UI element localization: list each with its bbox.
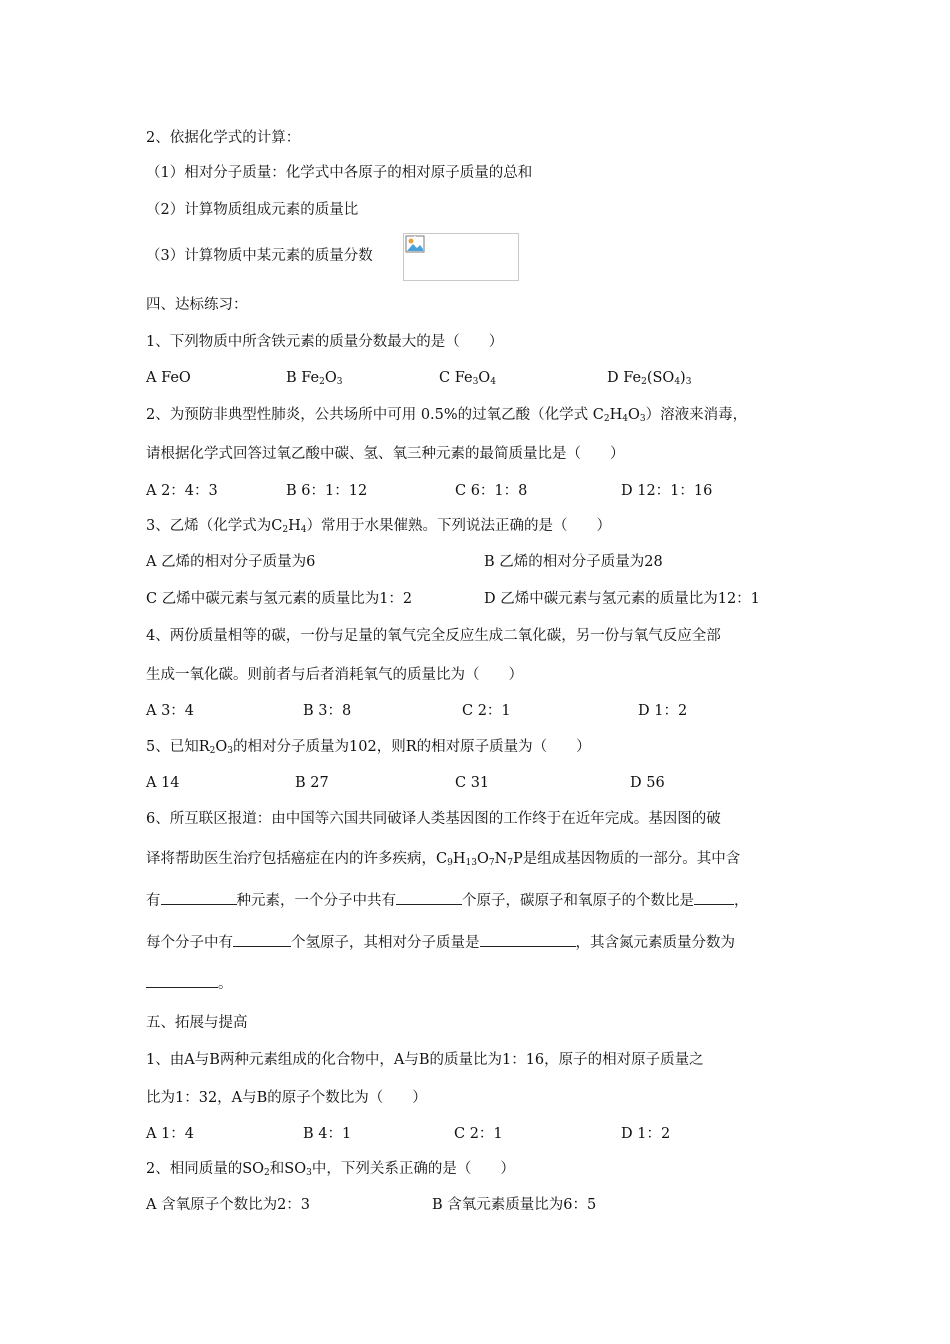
option-b: B 含氧元素质量比为6：5 (432, 1197, 597, 1213)
option-a: A 14 (146, 775, 180, 791)
question-stem: 5、已知$R_2O_3$的相对分子质量为102，则R的相对原子质量为（ ） (146, 739, 591, 756)
question-stem: 请根据化学式回答过氧乙酸中碳、氢、氧三种元素的最简质量比是（ ） (146, 446, 625, 462)
option-c: C 31 (455, 775, 490, 791)
option-a: A 3：4 (146, 703, 195, 719)
option-b: B 6：1：12 (286, 483, 368, 499)
section-heading: 五、拓展与提高 (146, 1015, 248, 1031)
answer-blank[interactable] (396, 890, 462, 905)
answer-blank[interactable] (161, 890, 237, 905)
question-stem: 生成一氧化碳。则前者与后者消耗氧气的质量比为（ ） (146, 667, 523, 683)
question-stem: 2、相同质量的$SO_2$和$SO_3$中，下列关系正确的是（ ） (146, 1161, 515, 1178)
formula-image-placeholder (403, 233, 519, 281)
question-stem: 。 (146, 973, 233, 994)
section-heading: 2、依据化学式的计算： (146, 130, 301, 146)
option-b: B $Fe_2O_3$ (286, 370, 343, 387)
answer-blank[interactable] (233, 932, 291, 947)
list-item: （1）相对分子质量：化学式中各原子的相对原子质量的总和 (146, 165, 533, 181)
option-a: A FeO (146, 370, 191, 386)
question-stem: 6、所互联区报道：由中国等六国共同破译人类基因图的工作终于在近年完成。基因图的破 (146, 811, 721, 827)
option-c: C 2：1 (454, 1126, 503, 1142)
option-d: D 12：1：16 (621, 483, 713, 499)
option-d: D 1：2 (621, 1126, 671, 1142)
question-stem: 1、下列物质中所含铁元素的质量分数最大的是（ ） (146, 334, 504, 350)
option-d: D 56 (630, 775, 665, 791)
question-stem: 2、为预防非典型性肺炎，公共场所中可用 0.5%的过氧乙酸（化学式 $C_2H_4O_3$）溶液来消毒， (146, 407, 748, 424)
broken-image-icon (405, 235, 425, 253)
option-b: B 乙烯的相对分子质量为28 (484, 554, 663, 570)
option-b: B 27 (295, 775, 329, 791)
option-a: A 2：4：3 (146, 483, 218, 499)
option-d: D 1：2 (638, 703, 688, 719)
option-d: D $Fe_2(SO_4)_3$ (607, 370, 692, 387)
option-c: C $Fe_3O_4$ (439, 370, 496, 387)
option-a: A 乙烯的相对分子质量为6 (146, 554, 316, 570)
question-stem: 有 种元素，一个分子中共有 个原子，碳原子和氧原子的个数比是 ， (146, 890, 749, 911)
option-b: B 3：8 (303, 703, 352, 719)
answer-blank[interactable] (694, 890, 734, 905)
option-a: A 含氧原子个数比为2：3 (146, 1197, 311, 1213)
question-stem: 3、乙烯（化学式为$C_2H_4$）常用于水果催熟。下列说法正确的是（ ） (146, 518, 611, 535)
question-stem: 每个分子中有 个氢原子，其相对分子质量是 ，其含氮元素质量分数为 (146, 932, 735, 953)
section-heading: 四、达标练习： (146, 297, 248, 313)
option-d: D 乙烯中碳元素与氢元素的质量比为12：1 (484, 591, 760, 607)
question-stem: 比为1：32，A与B的原子个数比为（ ） (146, 1090, 427, 1106)
list-item: （3）计算物质中某元素的质量分数 (146, 248, 373, 264)
question-stem: 译将帮助医生治疗包括癌症在内的许多疾病，$C_9H_{13}O_7N_7P$是组成基因物质的一部分。其中含 (146, 851, 741, 868)
answer-blank[interactable] (146, 973, 218, 988)
answer-blank[interactable] (480, 932, 576, 947)
option-c: C 6：1：8 (455, 483, 528, 499)
option-a: A 1：4 (146, 1126, 195, 1142)
option-c: C 2：1 (462, 703, 511, 719)
option-c: C 乙烯中碳元素与氢元素的质量比为1：2 (146, 591, 413, 607)
question-stem: 1、由A与B两种元素组成的化合物中，A与B的质量比为1：16，原子的相对原子质量之 (146, 1052, 704, 1068)
option-b: B 4：1 (303, 1126, 352, 1142)
list-item: （2）计算物质组成元素的质量比 (146, 202, 359, 218)
question-stem: 4、两份质量相等的碳，一份与足量的氧气完全反应生成二氧化碳，另一份与氧气反应全部 (146, 628, 721, 644)
